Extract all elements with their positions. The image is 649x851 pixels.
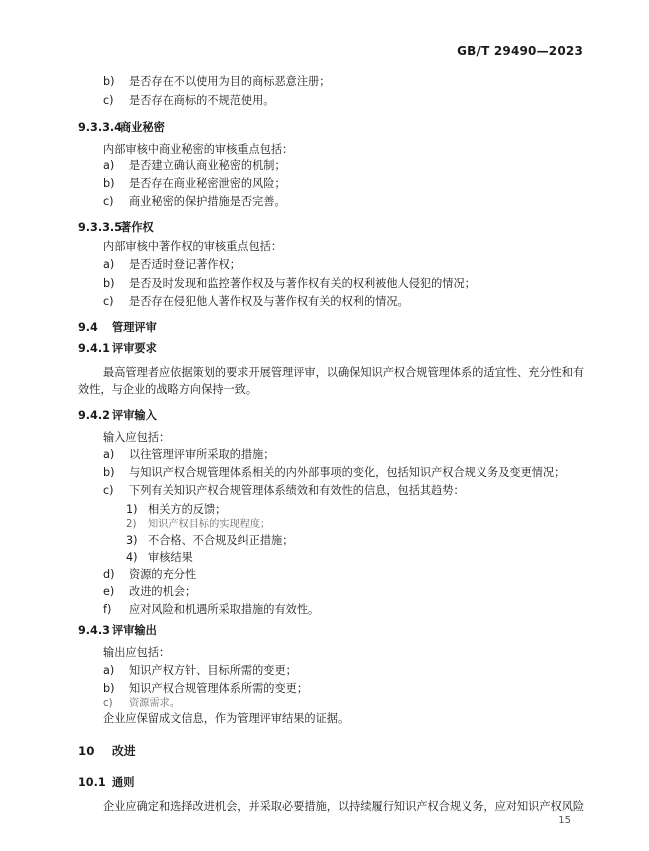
list-text: 是否存在商业秘密泄密的风险；: [129, 177, 286, 190]
list-text: 知识产权方针、目标所需的变更；: [129, 664, 297, 677]
sub-list-text: 相关方的反馈；: [148, 503, 227, 516]
sub-list-label: 2): [126, 519, 137, 530]
list-item: [103, 466, 565, 480]
sub-list-item: [126, 518, 270, 532]
list-text: 下列有关知识产权合规管理体系绩效和有效性的信息，包括其趋势：: [129, 484, 465, 497]
list-item: [103, 448, 274, 462]
list-label: c): [103, 94, 114, 107]
list-text: 与知识产权合规管理体系相关的内外部事项的变化，包括知识产权合规义务及变更情况；: [129, 466, 566, 479]
list-item: [103, 697, 180, 711]
list-item: [103, 75, 330, 89]
list-text: 知识产权合规管理体系所需的变更；: [129, 682, 309, 695]
list-text: 以往管理评审所采取的措施；: [129, 448, 275, 461]
section-number: 9.4: [78, 321, 98, 334]
list-text: 是否存在不以使用为目的商标恶意注册；: [129, 75, 331, 88]
list-text: 是否存在商标的不规范使用。: [129, 94, 275, 107]
list-label: b): [103, 466, 115, 479]
list-label: e): [103, 585, 115, 598]
sub-list-item: [126, 534, 293, 548]
list-item: [103, 664, 297, 678]
paragraph: 内部审核中商业秘密的审核重点包括：: [103, 143, 294, 156]
list-item: [103, 603, 319, 617]
list-item: [103, 484, 465, 498]
list-label: b): [103, 277, 115, 290]
sub-list-item: [126, 503, 226, 517]
section-heading-10-1: [78, 776, 134, 790]
list-item: [103, 277, 476, 291]
section-title: 商业秘密: [120, 121, 165, 134]
section-title: 评审输入: [112, 409, 157, 422]
list-label: c): [103, 295, 114, 308]
list-item: [103, 159, 286, 173]
list-label: d): [103, 568, 115, 581]
list-item: [103, 94, 274, 108]
list-text: 应对风险和机遇所采取措施的有效性。: [129, 603, 320, 616]
list-item: [103, 258, 241, 272]
section-title: 著作权: [120, 221, 154, 234]
sub-list-label: 1): [126, 503, 138, 516]
section-number: 9.4.3: [78, 624, 110, 637]
section-number: 9.3.3.5: [78, 221, 122, 234]
section-heading-9-3-3-4: [78, 121, 165, 135]
section-heading-10: [78, 744, 136, 758]
list-label: a): [103, 448, 115, 461]
list-label: f): [103, 603, 112, 616]
list-item: [103, 177, 286, 191]
list-label: a): [103, 664, 115, 677]
section-heading-9-3-3-5: [78, 221, 154, 235]
sub-list-label: 3): [126, 534, 138, 547]
section-title: 通则: [112, 776, 135, 789]
paragraph-line: 企业应确定和选择改进机会，并采取必要措施，以持续履行知识产权合规义务，应对知识产权风险: [103, 800, 585, 813]
list-text: 改进的机会；: [129, 585, 197, 598]
page-number: 15: [558, 815, 571, 826]
section-number: 9.4.1: [78, 342, 110, 355]
list-label: b): [103, 682, 115, 695]
list-label: c): [103, 484, 114, 497]
section-number: 9.4.2: [78, 409, 110, 422]
section-number: 10: [78, 744, 95, 758]
list-item: [103, 295, 409, 309]
sub-list-text: 审核结果: [148, 551, 193, 564]
list-label: a): [103, 258, 115, 271]
section-heading-9-4-2: [78, 409, 157, 423]
list-item: [103, 682, 308, 696]
section-title: 评审要求: [112, 342, 157, 355]
list-text: 资源的充分性: [129, 568, 197, 581]
list-item: [103, 568, 196, 582]
list-text: 是否适时登记著作权；: [129, 258, 241, 271]
paragraph-line: 最高管理者应依据策划的要求开展管理评审，以确保知识产权合规管理体系的适宜性、充分性和有: [103, 366, 585, 379]
section-title: 改进: [112, 744, 136, 758]
list-text: 是否及时发现和监控著作权及与著作权有关的权利被他人侵犯的情况；: [129, 277, 476, 290]
list-item: [103, 585, 196, 599]
section-heading-9-4-3: [78, 624, 157, 638]
list-item: [103, 195, 286, 209]
section-number: 10.1: [78, 776, 106, 789]
section-number: 9.3.3.4: [78, 121, 122, 134]
sub-list-text: 知识产权目标的实现程度；: [148, 519, 271, 530]
standard-code: GB/T 29490—2023: [457, 44, 583, 58]
sub-list-text: 不合格、不合规及纠正措施；: [148, 534, 294, 547]
section-heading-9-4: [78, 321, 157, 335]
paragraph: 企业应保留成文信息，作为管理评审结果的证据。: [103, 712, 350, 725]
list-text: 是否建立确认商业秘密的机制；: [129, 159, 286, 172]
paragraph: 输入应包括：: [103, 431, 171, 444]
paragraph: 输出应包括：: [103, 646, 171, 659]
sub-list-label: 4): [126, 551, 138, 564]
list-text: 商业秘密的保护措施是否完善。: [129, 195, 286, 208]
sub-list-item: [126, 551, 193, 565]
list-label: c): [103, 698, 113, 709]
list-label: a): [103, 159, 115, 172]
list-text: 是否存在侵犯他人著作权及与著作权有关的权利的情况。: [129, 295, 409, 308]
section-heading-9-4-1: [78, 342, 157, 356]
section-title: 评审输出: [112, 624, 157, 637]
list-label: b): [103, 75, 115, 88]
list-label: c): [103, 195, 114, 208]
paragraph-line: 效性，与企业的战略方向保持一致。: [78, 383, 258, 396]
section-title: 管理评审: [112, 321, 157, 334]
list-label: b): [103, 177, 115, 190]
list-text: 资源需求。: [129, 698, 180, 709]
paragraph: 内部审核中著作权的审核重点包括：: [103, 240, 283, 253]
